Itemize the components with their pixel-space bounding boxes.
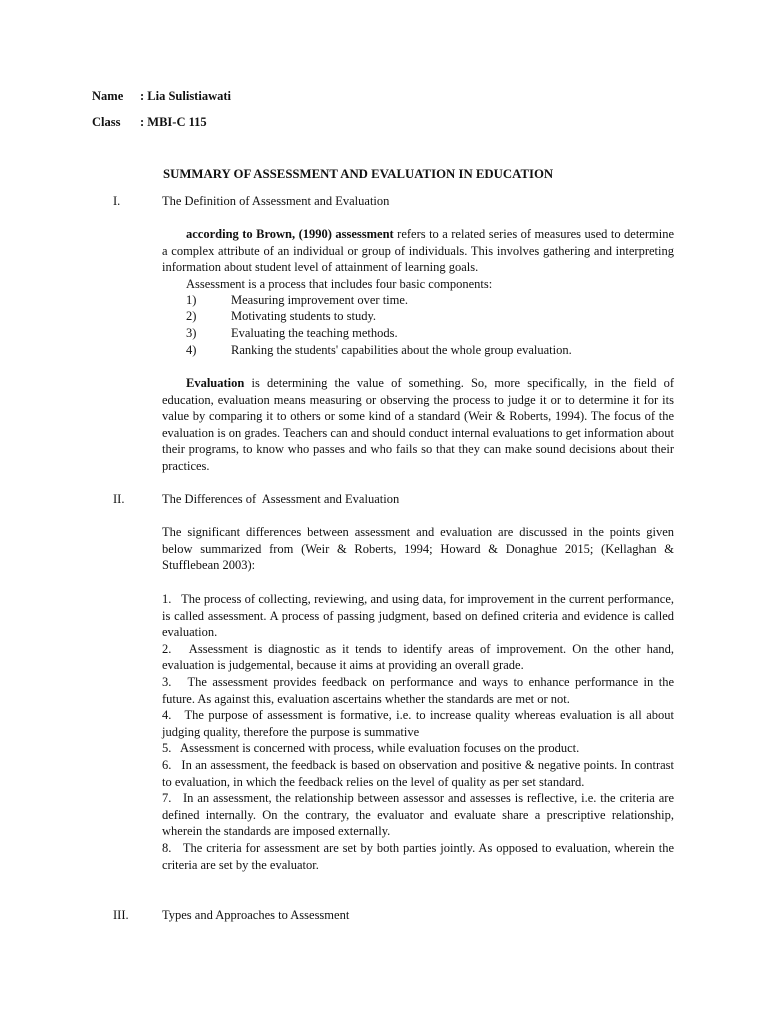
assessment-definition-paragraph (162, 226, 674, 276)
differences-intro-paragraph: The significant differences between assessment and evaluation are discussed in the points given below summarized from (Weir & Roberts, 1994; Howard & Donaghue 2015; (Kellaghan & Stufflebean 2003): (162, 525, 674, 573)
component-item (186, 342, 666, 359)
section-1-number: I. (113, 194, 121, 208)
name-value: : Lia Sulistiawati (140, 89, 231, 103)
assessment-definition-lead: according to Brown, (1990) assessment (186, 227, 394, 241)
difference-point: 1. The process of collecting, reviewing, and using data, for improvement in the current performance, is called assessment. A process of passing judgment, based on defined criteria and evidence is called evaluation. (162, 592, 678, 640)
component-number: 1) (186, 293, 197, 307)
name-label: Name (92, 89, 124, 103)
component-text: Ranking the students' capabilities about the whole group evaluation. (231, 343, 572, 357)
component-text: Motivating students to study. (231, 309, 377, 323)
evaluation-definition-lead: Evaluation (186, 376, 245, 390)
section-3-number: III. (113, 908, 129, 922)
class-value: : MBI-C 115 (140, 115, 207, 129)
difference-point: 2. Assessment is diagnostic as it tends to identify areas of improvement. On the other hand, evaluation is judgemental, because it aims at providing an overall grade. (162, 641, 678, 673)
class-label: Class (92, 115, 121, 129)
component-item (186, 325, 666, 342)
section-3-heading: Types and Approaches to Assessment (162, 908, 350, 922)
component-number: 2) (186, 309, 197, 323)
component-item (186, 308, 666, 325)
component-text: Measuring improvement over time. (231, 293, 409, 307)
difference-point: 5. Assessment is concerned with process, while evaluation focuses on the product. (162, 741, 580, 756)
component-text: Evaluating the teaching methods. (231, 326, 398, 340)
section-2-heading: The Differences of Assessment and Evaluation (162, 492, 400, 506)
difference-point: 7. In an assessment, the relationship between assessor and assesses is reflective, i.e. the criteria are defined internally. On the contrary, the evaluator and evaluate share a prescriptive relationship, wherein the standards are imposed externally. (162, 791, 678, 839)
component-number: 3) (186, 326, 197, 340)
section-2-number: II. (113, 492, 125, 506)
difference-point: 8. The criteria for assessment are set by both parties jointly. As opposed to evaluation, wherein the criteria are set by the evaluator. (162, 840, 678, 872)
name-line (92, 88, 231, 105)
class-line (92, 114, 207, 131)
differences-list (162, 591, 678, 873)
assessment-definition-text: refers to a related series of measures used to determine a complex attribute of an individual or group of individuals. This involves gathering and interpreting information about student level of attainment of learning goals. (162, 227, 675, 275)
difference-point: 6. In an assessment, the feedback is based on observation and positive & negative points. In contrast to evaluation, in which the feedback relies on the level of quality as per set standard. (162, 757, 678, 789)
evaluation-definition-text: is determining the value of something. So, more specifically, in the field of education, evaluation means measuring or observing the process to judge it or to determine it for its value by comparing it to others or some kind of a standard (Weir & Roberts, 1994). The focus of the evaluation is on grades. Teachers can and should conduct internal evaluations to get information about their programs, to know who passes and who fails so that they can make sound decisions about their practices. (162, 376, 674, 473)
document-title: SUMMARY OF ASSESSMENT AND EVALUATION IN EDUCATION (163, 167, 554, 181)
difference-point: 3. The assessment provides feedback on performance and ways to enhance performance in the future. As against this, evaluation ascertains whether the standards are met or not. (162, 674, 678, 706)
component-number: 4) (186, 343, 197, 357)
evaluation-definition-paragraph (162, 375, 674, 475)
difference-point: 4. The purpose of assessment is formative, i.e. to increase quality whereas evaluation is all about judging quality, therefore the purpose is summative (162, 708, 678, 739)
component-item (186, 292, 666, 309)
components-intro: Assessment is a process that includes four basic components: (186, 277, 493, 291)
section-1-heading: The Definition of Assessment and Evaluation (162, 194, 390, 208)
